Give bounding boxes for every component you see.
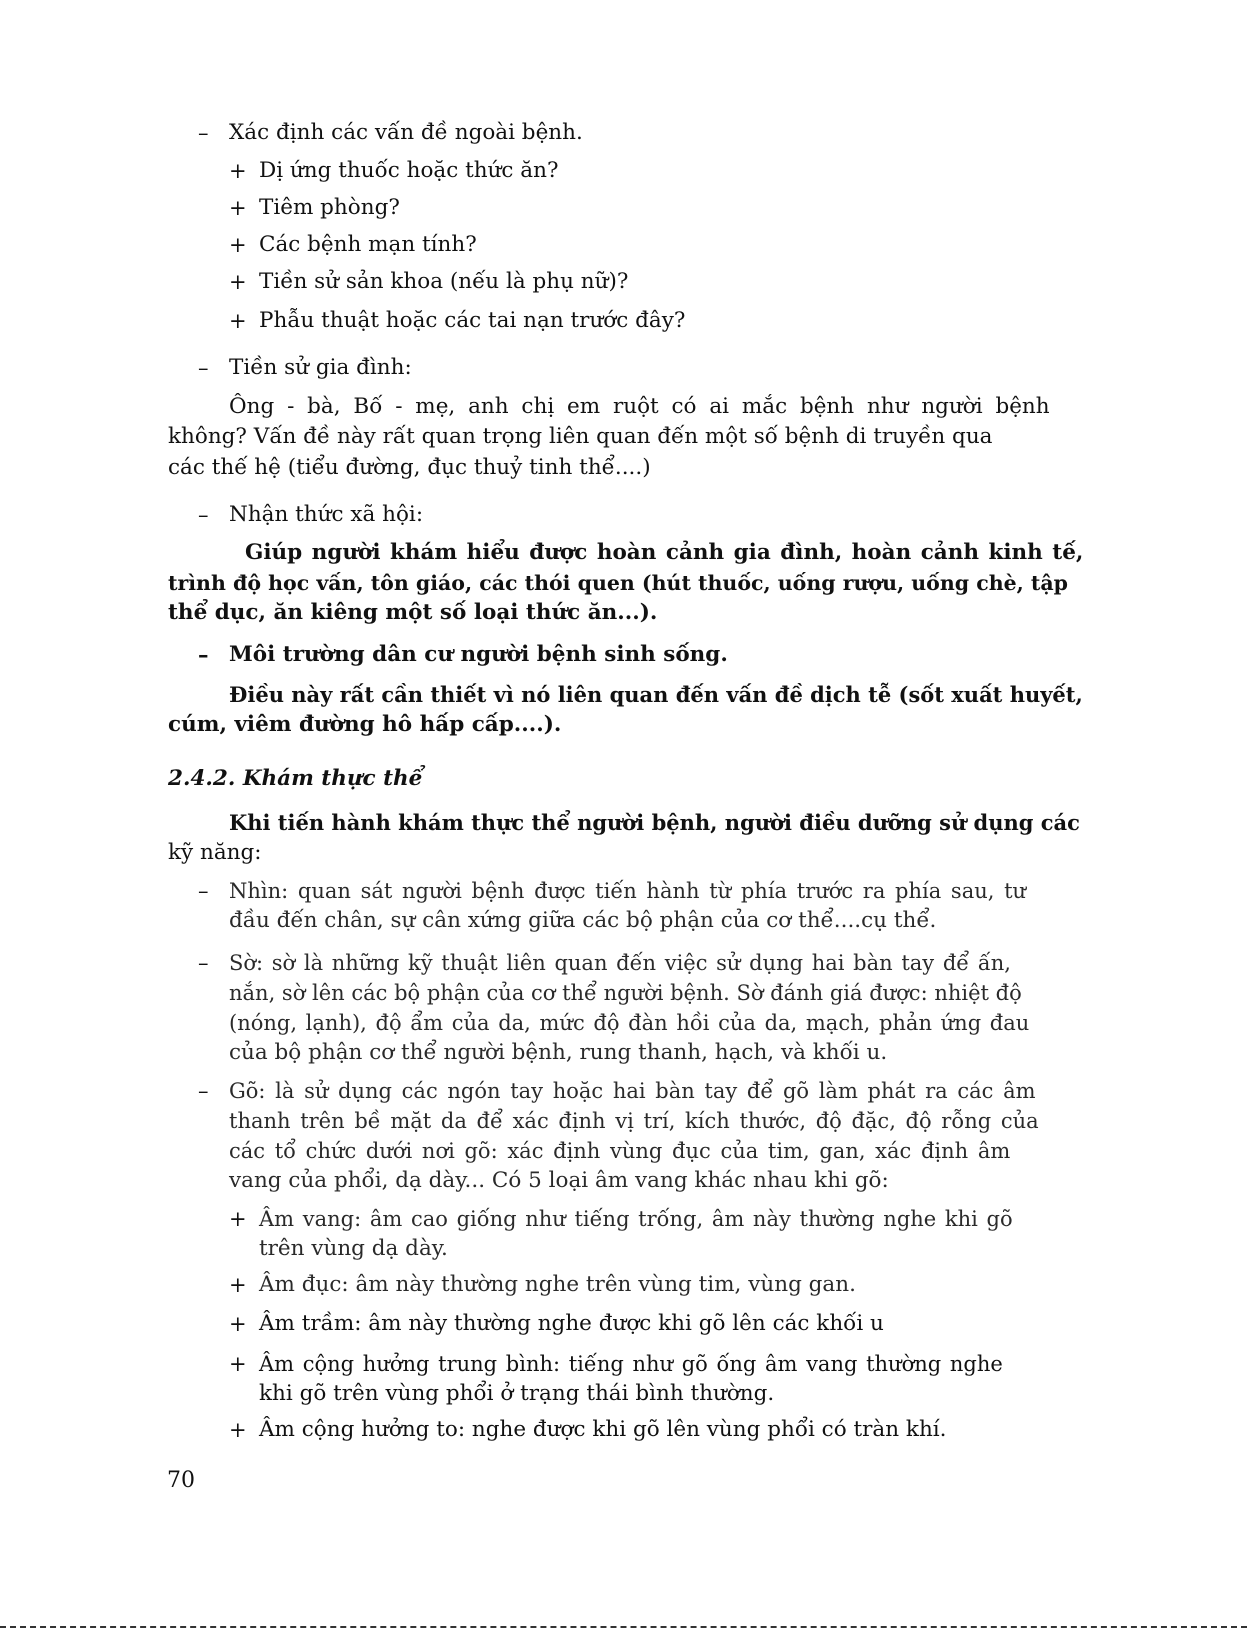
text-line: Các bệnh mạn tính? xyxy=(259,232,477,257)
text-line: các tổ chức dưới nơi gõ: xác định vùng đục của tim, gan, xác định âm xyxy=(229,1139,1011,1163)
dash-bullet: – xyxy=(198,121,209,145)
dash-bullet: – xyxy=(198,503,209,527)
text-line: nắn, sờ lên các bộ phận của cơ thể người bệnh. Sờ đánh giá được: nhiệt độ xyxy=(229,981,1022,1005)
plus-bullet: + xyxy=(229,1207,247,1231)
plus-bullet: + xyxy=(229,233,247,257)
page-bottom-border xyxy=(0,1626,1247,1628)
text-line: Giúp người khám hiểu được hoàn cảnh gia đình, hoàn cảnh kinh tế, xyxy=(245,540,1084,565)
dash-bullet: – xyxy=(198,356,209,380)
text-line: Âm vang: âm cao giống như tiếng trống, âm này thường nghe khi gõ xyxy=(259,1207,1013,1231)
text-line: thanh trên bề mặt da để xác định vị trí, kích thước, độ đặc, độ rỗng của xyxy=(229,1109,1039,1133)
text-line: Tiền sử gia đình: xyxy=(229,355,412,380)
plus-bullet: + xyxy=(229,196,247,220)
dash-bullet: – xyxy=(198,642,209,667)
text-line: kỹ năng: xyxy=(168,840,262,865)
text-line: Xác định các vấn đề ngoài bệnh. xyxy=(229,120,583,145)
plus-bullet: + xyxy=(229,1312,247,1336)
dash-bullet: – xyxy=(198,951,209,975)
text-line: Ông - bà, Bố - mẹ, anh chị em ruột có ai mắc bệnh như người bệnh xyxy=(229,394,1050,419)
text-line: Tiêm phòng? xyxy=(259,195,400,220)
text-line: Tiền sử sản khoa (nếu là phụ nữ)? xyxy=(259,269,629,294)
text-line: Khi tiến hành khám thực thể người bệnh, người điều dưỡng sử dụng các xyxy=(229,810,1080,835)
text-line: Sờ: sờ là những kỹ thuật liên quan đến việc sử dụng hai bàn tay để ấn, xyxy=(229,951,1011,975)
text-line: cúm, viêm đường hô hấp cấp....). xyxy=(168,712,562,737)
text-line: Nhìn: quan sát người bệnh được tiến hành từ phía trước ra phía sau, tư xyxy=(229,879,1027,903)
dash-bullet: – xyxy=(198,879,209,903)
text-line: khi gõ trên vùng phổi ở trạng thái bình thường. xyxy=(259,1381,775,1406)
plus-bullet: + xyxy=(229,1352,247,1376)
text-line: Âm đục: âm này thường nghe trên vùng tim, vùng gan. xyxy=(259,1272,856,1297)
text-line: Âm cộng hưởng to: nghe được khi gõ lên vùng phổi có tràn khí. xyxy=(259,1417,947,1442)
text-line: thể dục, ăn kiêng một số loại thức ăn...). xyxy=(168,600,658,625)
text-line: Âm trầm: âm này thường nghe được khi gõ lên các khối u xyxy=(259,1311,884,1336)
text-line: không? Vấn đề này rất quan trọng liên quan đến một số bệnh di truyền qua xyxy=(168,424,993,449)
plus-bullet: + xyxy=(229,1273,247,1297)
plus-bullet: + xyxy=(229,309,247,333)
text-line: (nóng, lạnh), độ ẩm của da, mức độ đàn hồi của da, mạch, phản ứng đau xyxy=(229,1011,1030,1035)
page-number: 70 xyxy=(167,1468,195,1493)
text-line: trên vùng dạ dày. xyxy=(259,1236,448,1261)
text-line: Điều này rất cần thiết vì nó liên quan đến vấn đề dịch tễ (sốt xuất huyết, xyxy=(229,682,1083,707)
text-line: Môi trường dân cư người bệnh sinh sống. xyxy=(229,642,728,667)
text-line: Phẫu thuật hoặc các tai nạn trước đây? xyxy=(259,308,686,333)
dash-bullet: – xyxy=(198,1079,209,1103)
text-line: các thế hệ (tiểu đường, đục thuỷ tinh thể....) xyxy=(168,455,651,480)
text-line: của bộ phận cơ thể người bệnh, rung thanh, hạch, và khối u. xyxy=(229,1040,888,1065)
text-line: vang của phổi, dạ dày... Có 5 loại âm vang khác nhau khi gõ: xyxy=(229,1168,889,1193)
text-line: Âm cộng hưởng trung bình: tiếng như gõ ống âm vang thường nghe xyxy=(259,1352,1003,1376)
text-line: Nhận thức xã hội: xyxy=(229,502,424,527)
plus-bullet: + xyxy=(229,159,247,183)
text-line: trình độ học vấn, tôn giáo, các thói quen (hút thuốc, uống rượu, uống chè, tập xyxy=(168,571,1069,595)
text-line: Gõ: là sử dụng các ngón tay hoặc hai bàn tay để gõ làm phát ra các âm xyxy=(229,1079,1036,1103)
text-line: đầu đến chân, sự cân xứng giữa các bộ phận của cơ thể....cụ thể. xyxy=(229,908,937,933)
section-heading: 2.4.2. Khám thực thể xyxy=(168,766,423,791)
plus-bullet: + xyxy=(229,1418,247,1442)
plus-bullet: + xyxy=(229,270,247,294)
text-line: Dị ứng thuốc hoặc thức ăn? xyxy=(259,158,559,183)
